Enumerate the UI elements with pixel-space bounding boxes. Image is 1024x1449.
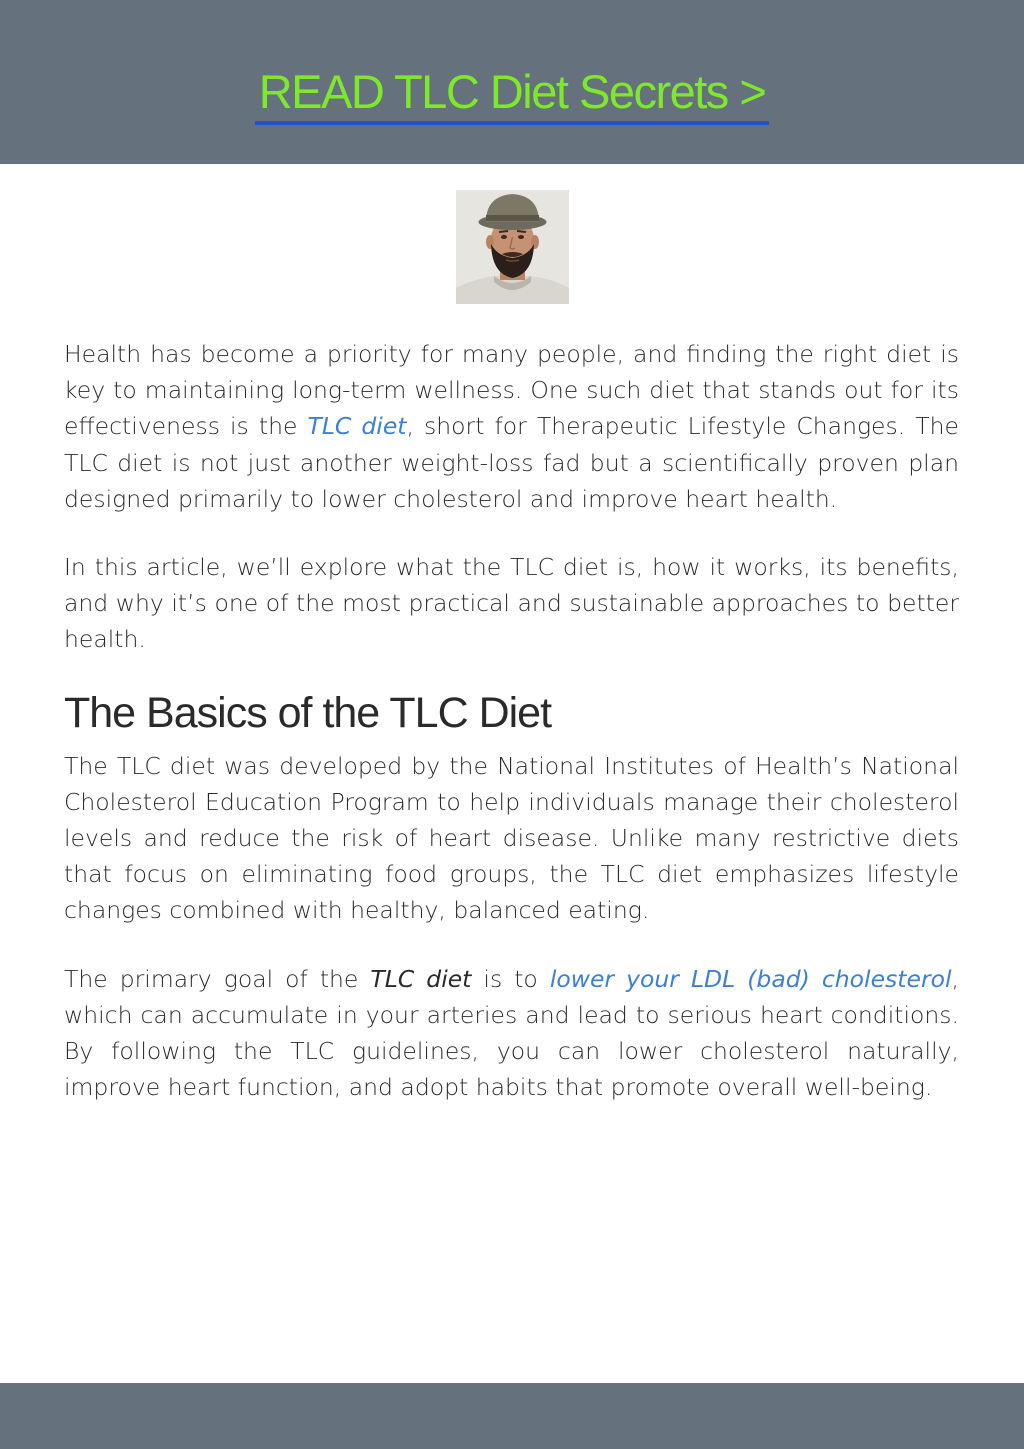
top-banner	[0, 0, 1024, 164]
tlc-diet-link[interactable]: TLC diet	[307, 412, 407, 441]
goal-text-start: The primary goal of the	[64, 964, 371, 993]
overview-paragraph: In this article, we’ll explore what the TLC diet is, how it works, its benefits, and why it’s one of the most practical and sustainable approaches to better health.	[64, 553, 959, 654]
author-photo-icon	[456, 190, 569, 304]
goal-paragraph	[64, 961, 959, 1106]
cta-label: READ TLC Diet Secrets >	[255, 63, 770, 125]
intro-text-end: , short for Therapeutic Lifestyle Changes. The TLC diet is not just another weight-loss fad but a scientifically proven plan designed primarily to lower cholesterol and improve heart health.	[64, 412, 959, 513]
goal-text-mid: is to	[471, 964, 550, 993]
section-heading: The Basics of the TLC Diet	[64, 688, 552, 737]
author-avatar	[456, 190, 569, 304]
intro-paragraph	[64, 336, 959, 517]
article-body	[64, 336, 959, 1105]
read-tlc-diet-secrets-link[interactable]	[0, 62, 1024, 125]
goal-text-end: , which can accumulate in your arteries and lead to serious heart conditions. By following the TLC guidelines, you can lower cholesterol naturally, improve heart function, and adopt habits that promote overall well-being.	[64, 964, 960, 1102]
lower-ldl-cholesterol-link[interactable]: lower your LDL (bad) cholesterol	[549, 964, 952, 993]
basics-paragraph: The TLC diet was developed by the National Institutes of Health’s National Cholesterol Education Program to help individuals manage their cholesterol levels and reduce the risk of heart disease. Unlike many restrictive diets that focus on eliminating food groups, the TLC diet emphasizes lifestyle changes combined with healthy, balanced eating.	[64, 751, 959, 925]
goal-emphasis: TLC diet	[370, 964, 472, 993]
intro-text-start: Health has become a priority for many people, and finding the right diet is key to maintaining long-term wellness. One such diet that stands out for its effectiveness is the	[64, 340, 959, 441]
bottom-bar	[0, 1383, 1024, 1449]
